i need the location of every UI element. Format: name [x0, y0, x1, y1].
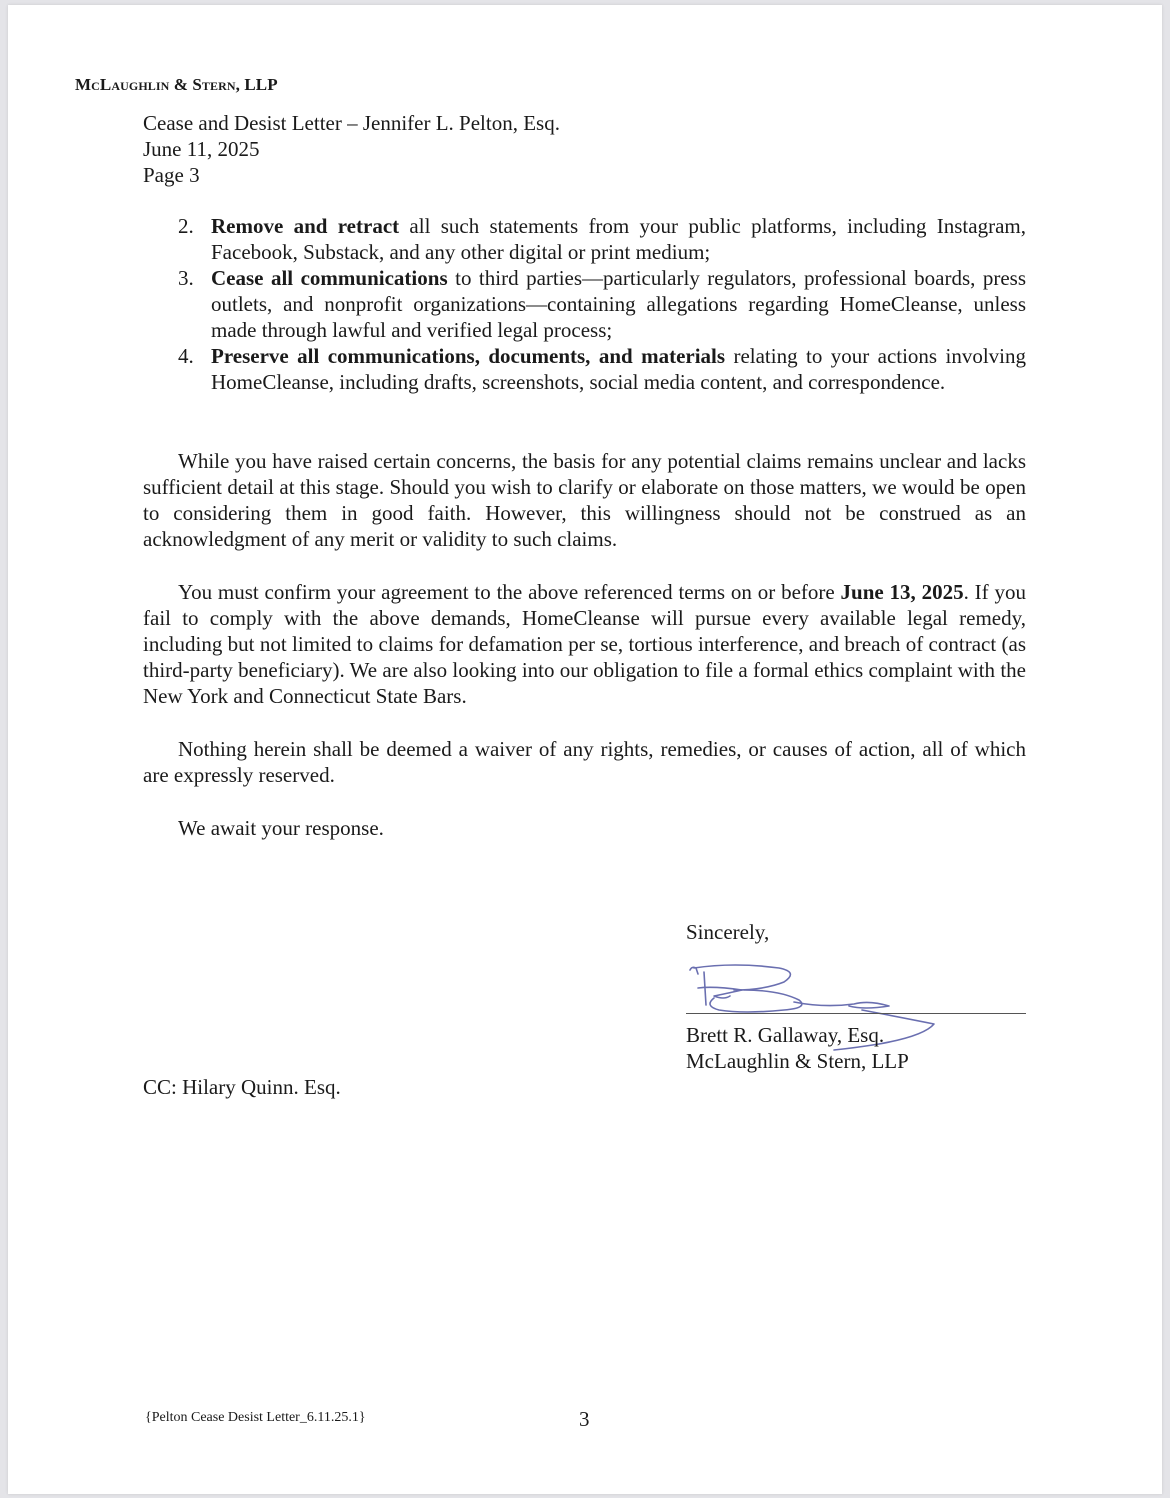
list-number: 2. — [178, 214, 194, 238]
page-label: Page 3 — [143, 163, 200, 187]
list-item-bold: Remove and retract — [211, 214, 400, 238]
demands-list — [168, 213, 1026, 395]
footer-document-reference: {Pelton Cease Desist Letter_6.11.25.1} — [145, 1410, 366, 1425]
paragraph-concerns: While you have raised certain concerns, the basis for any potential claims remains unclear and lacks sufficient detail at this stage. Should you wish to clarify or elaborate on those matters, we would be open to considering them in good faith. However, this willingness should not be construed as an acknowledgment of any merit or validity to such claims. — [143, 449, 1026, 551]
signature-stroke — [698, 972, 742, 1005]
list-item — [168, 213, 1026, 265]
deadline-text-after: . If you fail to comply with the above demands, HomeCleanse will pursue every available legal remedy, including but not limited to claims for defamation per se, tortious interference, and breach of contract (as third-party beneficiary). We are also looking into our obligation to file a formal ethics complaint with the New York and Connecticut State Bars. — [143, 580, 1026, 708]
list-item-text: all such statements from your public platforms, including Instagram, Facebook, Substack, and any other digital or print medium; — [211, 214, 1026, 264]
cc-line: CC: Hilary Quinn. Esq. — [143, 1075, 341, 1099]
signer-firm: McLaughlin & Stern, LLP — [686, 1049, 909, 1073]
deadline-date: June 13, 2025 — [840, 580, 964, 604]
document-page — [8, 5, 1162, 1494]
paragraph-await: We await your response. — [178, 816, 384, 840]
paragraph-deadline — [143, 579, 1026, 709]
list-item-text: relating to your actions involving HomeCleanse, including drafts, screenshots, social media content, and correspondence. — [211, 344, 1027, 394]
list-number: 4. — [178, 344, 194, 368]
footer-page-number: 3 — [579, 1407, 590, 1431]
closing-salutation: Sincerely, — [686, 920, 770, 944]
letter-subject: Cease and Desist Letter – Jennifer L. Pelton, Esq. — [143, 111, 560, 135]
signer-name: Brett R. Gallaway, Esq. — [686, 1023, 885, 1047]
list-item — [168, 343, 1026, 395]
paragraph-waiver: Nothing herein shall be deemed a waiver of any rights, remedies, or causes of action, all of which are expressly reserved. — [143, 737, 1026, 787]
list-item-bold: Preserve all communications, documents, and materials — [211, 344, 726, 368]
signature-line — [686, 1013, 1026, 1014]
list-number: 3. — [178, 266, 194, 290]
deadline-text-before: You must confirm your agreement to the above referenced terms on or before — [178, 580, 841, 604]
list-item-bold: Cease all communications — [211, 266, 448, 290]
list-item — [168, 265, 1026, 343]
list-item-text: to third parties—particularly regulators, professional boards, press outlets, and nonprofit organizations—containing allegations regarding HomeCleanse, unless made through lawful and verified legal process; — [211, 266, 1027, 342]
letter-date: June 11, 2025 — [143, 137, 260, 161]
firm-header: McLaughlin & Stern, LLP — [75, 75, 278, 94]
